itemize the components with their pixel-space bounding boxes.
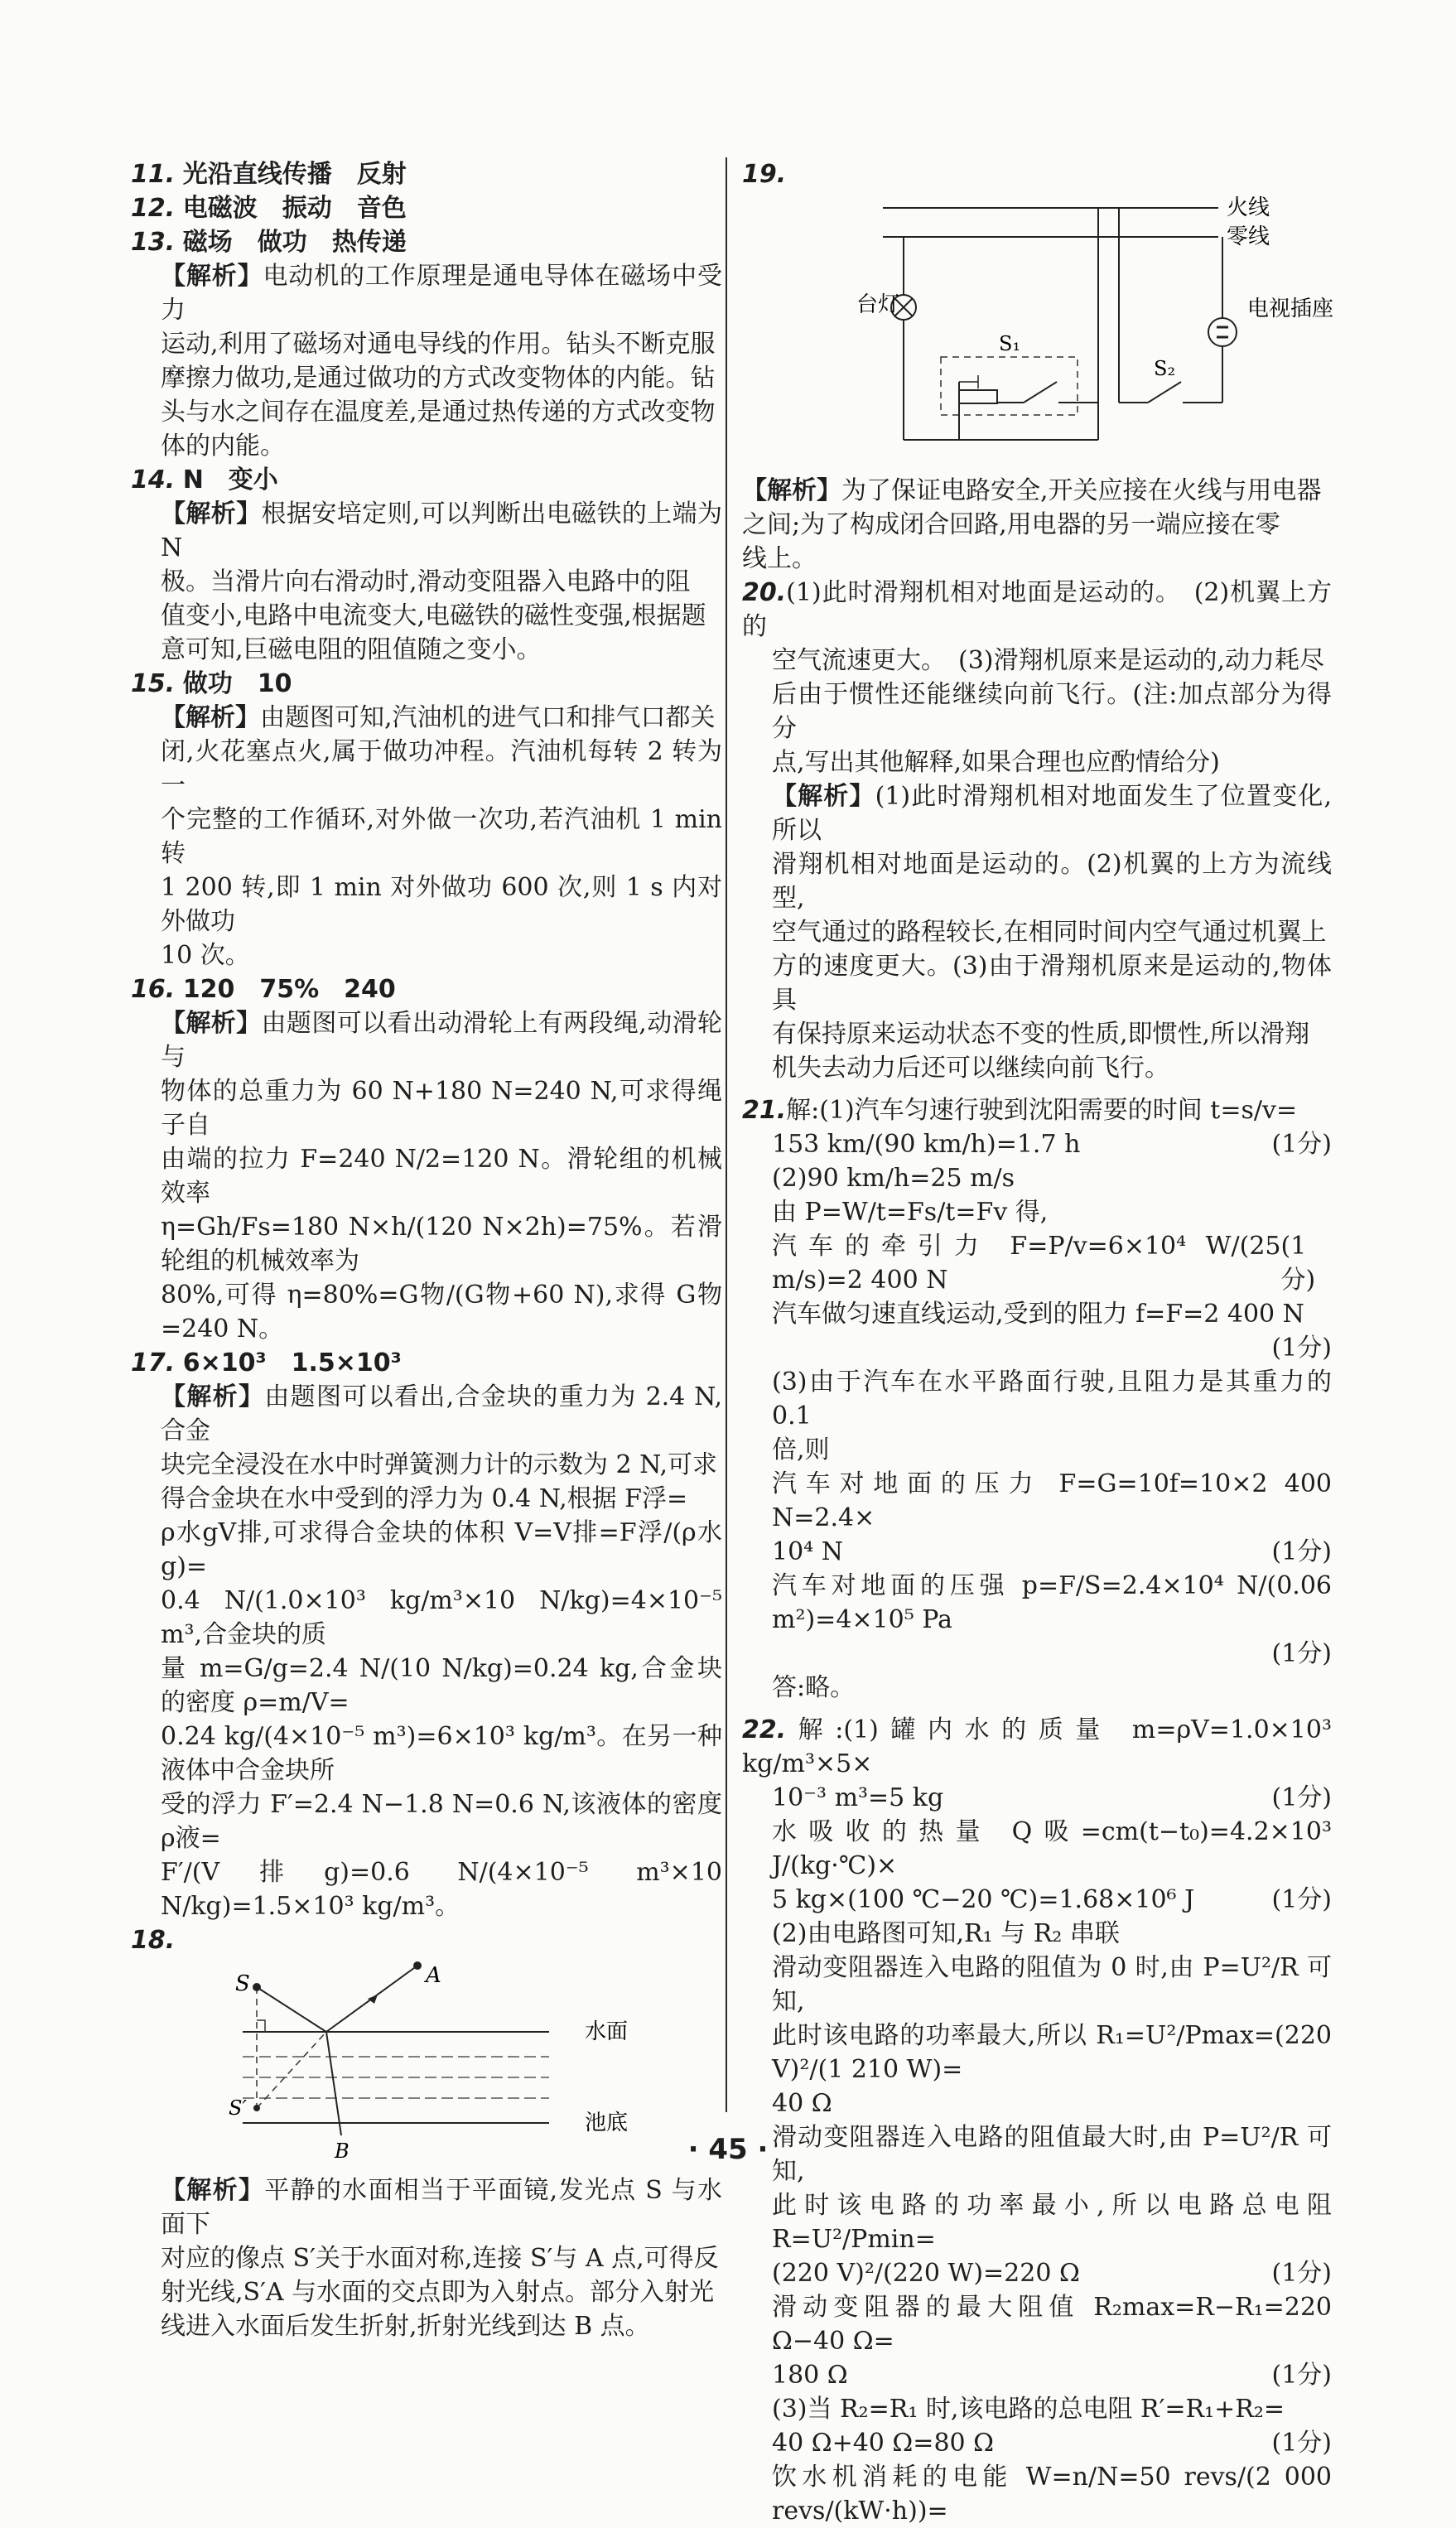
answer-text: 电磁波 振动 音色 xyxy=(182,194,407,223)
answer-text: N 变小 xyxy=(182,466,278,495)
label-water-surface: 水面 xyxy=(585,2019,629,2044)
column-divider xyxy=(726,157,727,2112)
label-pool-bottom: 池底 xyxy=(585,2111,629,2135)
analysis-tag: 【解析】 xyxy=(742,476,841,505)
analysis-line: 运动,利用了磁场对通电导线的作用。钻头不断克服 xyxy=(161,330,716,359)
solution-line: 解:(1)汽车匀速行驶到沈阳需要的时间 t=s/v= xyxy=(786,1096,1298,1125)
answer-15 xyxy=(131,667,722,972)
question-number: 19. xyxy=(742,160,787,189)
answer-20 xyxy=(742,576,1332,1085)
solution-line: 10⁴ N xyxy=(772,1537,843,1566)
answer-21 xyxy=(742,1093,1332,1705)
score-mark: (1分) xyxy=(1271,1334,1332,1363)
analysis-line: 0.4 N/(1.0×10³ kg/m³×10 N/kg)=4×10⁻⁵ m³,合金块的质 xyxy=(161,1586,722,1649)
answer-line: 点,写出其他解释,如果合理也应酌情给分) xyxy=(772,748,1220,777)
analysis-line: 80%,可得 η=80%=G物/(G物+60 N),求得 G物=240 N。 xyxy=(161,1281,722,1344)
answer-22 xyxy=(742,1713,1332,2528)
solution-line: 由 P=W/t=Fs/t=Fv 得, xyxy=(772,1198,1049,1227)
solution-line: 解:(1)罐内水的质量 m=ρV=1.0×10³ kg/m³×5× xyxy=(742,1715,1332,1778)
question-number: 12. xyxy=(131,194,176,223)
label-socket: 电视插座 xyxy=(1247,297,1334,321)
analysis-tag: 【解析】 xyxy=(161,1382,265,1411)
point-S xyxy=(253,1983,261,1991)
analysis-line: F′/(V排g)=0.6 N/(4×10⁻⁵ m³×10 N/kg)=1.5×10³ kg/m³。 xyxy=(161,1858,722,1921)
analysis-line: 个完整的工作循环,对外做一次功,若汽油机 1 min 转 xyxy=(161,805,722,868)
score-mark: (1分) xyxy=(1271,2429,1332,2458)
analysis-line: 由端的拉力 F=240 N/2=120 N。滑轮组的机械效率 xyxy=(161,1145,722,1208)
analysis-line: 线进入水面后发生折射,折射光线到达 B 点。 xyxy=(161,2312,650,2341)
analysis-line: 体的内能。 xyxy=(161,432,285,461)
answer-text: 做功 10 xyxy=(182,669,292,698)
point-S-image xyxy=(253,2105,260,2111)
analysis-line: 方的速度更大。(3)由于滑翔机原来是运动的,物体具 xyxy=(772,952,1332,1015)
label-s1: S₁ xyxy=(999,332,1021,355)
solution-line: (220 V)²/(220 W)=220 Ω xyxy=(772,2259,1080,2288)
analysis-line: 【解析】为了保证电路安全,开关应接在火线与用电器 xyxy=(742,476,1322,505)
question-number: 11. xyxy=(131,160,176,189)
analysis-line: 【解析】电动机的工作原理是通电导体在磁场中受力 xyxy=(161,262,723,325)
question-number: 13. xyxy=(131,228,176,257)
solution-line: 汽车对地面的压力 F=G=10f=10×2 400 N=2.4× xyxy=(772,1469,1332,1532)
switch-s1 xyxy=(1024,382,1057,403)
analysis-line: 【解析】(1)此时滑翔机相对地面发生了位置变化,所以 xyxy=(772,782,1333,845)
analysis-line: 闭,火花塞点火,属于做功冲程。汽油机每转 2 转为一 xyxy=(161,737,722,800)
answer-12 xyxy=(131,191,722,225)
score-mark: (1分) xyxy=(1271,1885,1332,1914)
label-A: A xyxy=(426,1963,441,1988)
solution-line: (3)当 R₂=R₁ 时,该电路的总电阻 R′=R₁+R₂= xyxy=(772,2395,1285,2424)
analysis-line: 对应的像点 S′关于水面对称,连接 S′与 A 点,可得反 xyxy=(161,2244,719,2273)
solution-line: 40 Ω+40 Ω=80 Ω xyxy=(772,2429,995,2458)
answer-17 xyxy=(131,1346,722,1923)
analysis-line: 滑翔机相对地面是运动的。(2)机翼的上方为流线型, xyxy=(772,850,1332,913)
score-mark: (1分) xyxy=(1280,1232,1316,1295)
solution-line: 汽车做匀速直线运动,受到的阻力 f=F=2 400 N xyxy=(772,1300,1304,1329)
solution-line: 汽车的牵引力 F=P/v=6×10⁴ W/(25 m/s)=2 400 N xyxy=(772,1232,1281,1295)
analysis-tag: 【解析】 xyxy=(161,499,262,528)
analysis-line: 1 200 转,即 1 min 对外做功 600 次,则 1 s 内对外做功 xyxy=(161,873,722,936)
solution-line: 180 Ω xyxy=(772,2361,848,2390)
solution-line: 汽车对地面的压强 p=F/S=2.4×10⁴ N/(0.06 m²)=4×10⁵ Pa xyxy=(772,1571,1332,1634)
page-number: · 45 · xyxy=(687,2133,769,2166)
analysis-line: 【解析】由题图可以看出动滑轮上有两段绳,动滑轮与 xyxy=(161,1009,722,1072)
analysis-line: 头与水之间存在温度差,是通过热传递的方式改变物 xyxy=(161,398,716,427)
answer-14 xyxy=(131,463,722,667)
analysis-line: 【解析】平静的水面相当于平面镜,发光点 S 与水面下 xyxy=(161,2176,722,2239)
analysis-line: 块完全浸没在水中时弹簧测力计的示数为 2 N,可求 xyxy=(161,1450,718,1479)
label-neutral-wire: 零线 xyxy=(1227,224,1270,249)
solution-line: (3)由于汽车在水平路面行驶,且阻力是其重力的 0.1 xyxy=(772,1368,1332,1430)
analysis-line: 机失去动力后还可以继续向前飞行。 xyxy=(772,1054,1169,1083)
analysis-tag: 【解析】 xyxy=(161,1009,262,1038)
analysis-line: 意可知,巨磁电阻的阻值随之变小。 xyxy=(161,635,542,664)
switch-s1-box xyxy=(941,357,1078,415)
analysis-line: 得合金块在水中受到的浮力为 0.4 N,根据 F浮= xyxy=(161,1484,688,1513)
solution-line: 5 kg×(100 ℃−20 ℃)=1.68×10⁶ J xyxy=(772,1885,1195,1914)
solution-line: 滑动变阻器连入电路的阻值为 0 时,由 P=U²/R 可知, xyxy=(772,1953,1332,2016)
analysis-tag: 【解析】 xyxy=(161,703,260,732)
solution-line: 滑动变阻器的最大阻值 R₂max=R−R₁=220 Ω−40 Ω= xyxy=(772,2293,1332,2356)
analysis-line: 【解析】根据安培定则,可以判断出电磁铁的上端为 N xyxy=(161,499,722,562)
refracted-ray xyxy=(326,2032,341,2135)
solution-line: 水吸收的热量 Q吸=cm(t−t₀)=4.2×10³ J/(kg·℃)× xyxy=(772,1817,1332,1880)
answer-text: 6×10³ 1.5×10³ xyxy=(182,1348,402,1377)
left-column xyxy=(131,157,722,2343)
answer-line: 空气流速更大。 (3)滑翔机原来是运动的,动力耗尽 xyxy=(772,646,1325,675)
analysis-line: 极。当滑片向右滑动时,滑动变阻器入电路中的阻 xyxy=(161,567,691,596)
answer-line: (1)此时滑翔机相对地面是运动的。 (2)机翼上方的 xyxy=(742,578,1332,641)
analysis-line: 摩擦力做功,是通过做功的方式改变物体的内能。钻 xyxy=(161,364,716,393)
rheostat-icon xyxy=(959,390,997,403)
score-mark: (1分) xyxy=(1271,2361,1332,2390)
score-mark: (1分) xyxy=(1271,1130,1332,1159)
label-S: S xyxy=(235,1971,250,1996)
answer-16 xyxy=(131,972,722,1346)
answer-19 xyxy=(742,157,1332,576)
analysis-line: 【解析】由题图可知,汽油机的进气口和排气口都关 xyxy=(161,703,716,732)
solution-line: 答:略。 xyxy=(772,1673,856,1702)
incident-ray xyxy=(257,1987,326,2032)
analysis-tag: 【解析】 xyxy=(772,782,875,811)
answer-text: 光沿直线传播 反射 xyxy=(182,160,407,189)
question-number: 22. xyxy=(742,1715,787,1744)
solution-line: (2)由电路图可知,R₁ 与 R₂ 串联 xyxy=(772,1919,1120,1948)
solution-line: 153 km/(90 km/h)=1.7 h xyxy=(772,1130,1081,1159)
label-lamp: 台灯 xyxy=(856,292,900,317)
question-number: 17. xyxy=(131,1348,176,1377)
analysis-line: 量 m=G/g=2.4 N/(10 N/kg)=0.24 kg,合金块的密度 ρ=m/V= xyxy=(161,1654,722,1717)
label-B: B xyxy=(335,2140,350,2163)
solution-line: 滑动变阻器连入电路的阻值最大时,由 P=U²/R 可知, xyxy=(772,2123,1332,2186)
analysis-line: 受的浮力 F′=2.4 N−1.8 N=0.6 N,该液体的密度 ρ液= xyxy=(161,1790,722,1853)
analysis-line: 空气通过的路程较长,在相同时间内空气通过机翼上 xyxy=(772,918,1327,947)
analysis-line: 线上。 xyxy=(742,544,817,573)
question-number: 21. xyxy=(742,1096,787,1125)
socket-icon xyxy=(1208,318,1237,346)
analysis-line: 值变小,电路中电流变大,电磁铁的磁性变强,根据题 xyxy=(161,601,706,630)
analysis-tag: 【解析】 xyxy=(161,2176,265,2205)
solution-line: 此时该电路的功率最小,所以电路总电阻 R=U²/Pmin= xyxy=(772,2191,1332,2254)
switch-s2 xyxy=(1148,382,1181,403)
label-s2: S₂ xyxy=(1154,357,1176,380)
circuit-diagram xyxy=(742,191,1334,465)
analysis-line: η=Gh/Fs=180 N×h/(120 N×2h)=75%。若滑轮组的机械效率为 xyxy=(161,1213,722,1276)
solution-line: 倍,则 xyxy=(772,1435,830,1464)
score-mark: (1分) xyxy=(1271,2259,1332,2288)
analysis-line: ρ水gV排,可求得合金块的体积 V=V排=F浮/(ρ水g)= xyxy=(161,1518,722,1581)
analysis-line: 0.24 kg/(4×10⁻⁵ m³)=6×10³ kg/m³。在另一种液体中合金块所 xyxy=(161,1722,722,1785)
question-number: 20. xyxy=(742,578,787,607)
analysis-line: 物体的总重力为 60 N+180 N=240 N,可求得绳子自 xyxy=(161,1077,722,1140)
analysis-line: 射光线,S′A 与水面的交点即为入射点。部分入射光 xyxy=(161,2278,715,2307)
analysis-line: 【解析】由题图可以看出,合金块的重力为 2.4 N,合金 xyxy=(161,1382,723,1445)
answer-text: 磁场 做功 热传递 xyxy=(182,228,407,257)
analysis-line: 之间;为了构成闭合回路,用电器的另一端应接在零 xyxy=(742,510,1280,539)
question-number: 16. xyxy=(131,975,176,1004)
analysis-tag: 【解析】 xyxy=(161,262,263,291)
virtual-ray xyxy=(257,2032,326,2108)
solution-line: 40 Ω xyxy=(772,2089,832,2118)
label-live-wire: 火线 xyxy=(1227,195,1270,220)
analysis-line: 有保持原来运动状态不变的性质,即惯性,所以滑翔 xyxy=(772,1020,1310,1049)
question-number: 18. xyxy=(131,1926,176,1955)
answer-11 xyxy=(131,157,722,191)
point-A xyxy=(413,1961,422,1970)
solution-line: (2)90 km/h=25 m/s xyxy=(772,1164,1015,1193)
answer-line: 后由于惯性还能继续向前飞行。(注:加点部分为得分 xyxy=(772,680,1332,743)
score-mark: (1分) xyxy=(1271,1537,1332,1566)
analysis-line: 10 次。 xyxy=(161,941,250,970)
question-number: 15. xyxy=(131,669,176,698)
label-S-image: S′ xyxy=(229,2096,247,2120)
answer-13 xyxy=(131,225,722,463)
solution-line: 10⁻³ m³=5 kg xyxy=(772,1783,944,1812)
score-mark: (1分) xyxy=(1271,1639,1332,1668)
score-mark: (1分) xyxy=(1271,1783,1332,1812)
question-number: 14. xyxy=(131,466,176,495)
solution-line: 此时该电路的功率最大,所以 R₁=U²/Pmax=(220 V)²/(1 210 W)= xyxy=(772,2021,1332,2084)
right-column xyxy=(742,157,1332,2528)
answer-text: 120 75% 240 xyxy=(182,975,396,1004)
solution-line: 饮水机消耗的电能 W=n/N=50 revs/(2 000 revs/(kW·h))= xyxy=(772,2463,1332,2526)
